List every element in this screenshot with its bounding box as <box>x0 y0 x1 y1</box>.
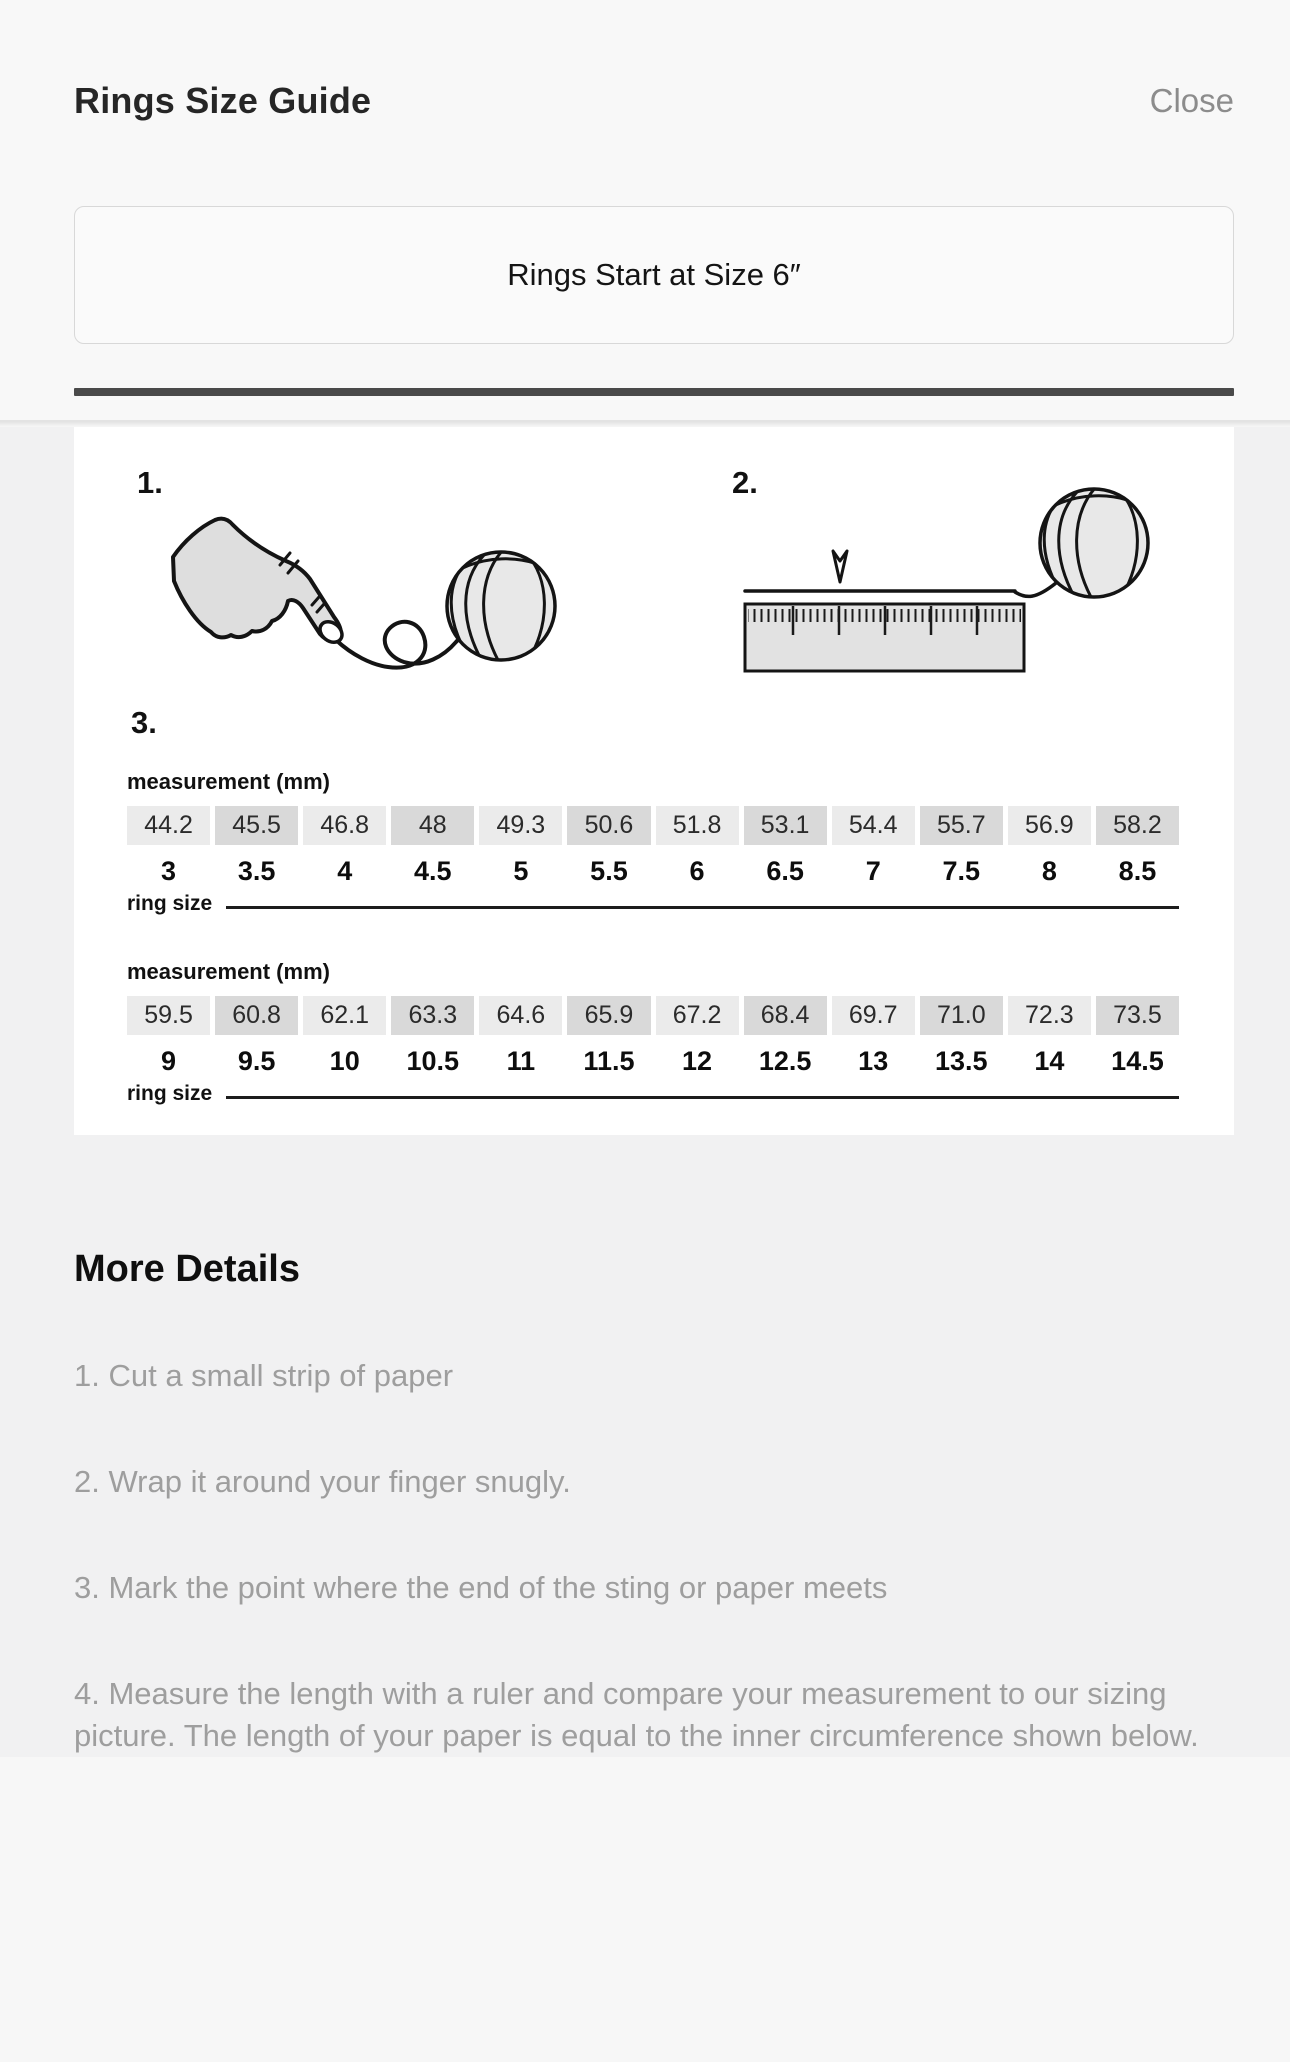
ring-size-value: 6 <box>689 856 705 886</box>
measurement-row-1 <box>127 806 1179 845</box>
ring-size-underline <box>226 1096 1179 1099</box>
measurement-cell: 54.4 <box>832 806 915 845</box>
page-title: Rings Size Guide <box>74 80 372 121</box>
ring-size-value: 4.5 <box>414 856 452 886</box>
measurement-cell: 71.0 <box>920 996 1003 1035</box>
measurement-cell: 49.3 <box>479 806 562 845</box>
size-selector[interactable] <box>74 206 1234 344</box>
ring-size-row-2 <box>127 1045 1179 1077</box>
more-details-section <box>74 1247 1234 1757</box>
ring-size-value: 10.5 <box>406 1046 460 1076</box>
measurement-cell: 64.6 <box>479 996 562 1035</box>
measurement-cell: 60.8 <box>215 996 298 1035</box>
title-row <box>74 78 1234 124</box>
ring-size-value: 4 <box>337 856 353 886</box>
ring-size-value: 9 <box>161 1046 177 1076</box>
sizing-guide-image <box>74 427 1234 1135</box>
modal-content <box>0 427 1290 1757</box>
ring-size-value: 3.5 <box>237 856 276 886</box>
measurement-cell: 69.7 <box>832 996 915 1035</box>
more-details-heading: More Details <box>74 1248 300 1290</box>
measurement-label-2: measurement (mm) <box>127 959 330 984</box>
yarn-ball-icon <box>1035 475 1154 600</box>
ring-size-value: 9.5 <box>237 1046 276 1076</box>
ring-size-label: ring size <box>127 892 213 915</box>
ring-size-value: 12.5 <box>758 1046 812 1076</box>
ring-size-value: 7 <box>865 856 881 886</box>
measurement-cell: 44.2 <box>127 806 210 845</box>
measurement-cell: 56.9 <box>1008 806 1091 845</box>
instruction-step-2: 2. Wrap it around your finger snugly. <box>74 1464 571 1499</box>
ring-size-value: 13.5 <box>935 1046 988 1076</box>
illustration-block <box>74 465 1234 705</box>
measurement-label-1: measurement (mm) <box>127 769 330 794</box>
measurement-cell: 59.5 <box>127 996 210 1035</box>
measurement-cell: 62.1 <box>303 996 386 1035</box>
ring-size-value: 5.5 <box>590 856 628 886</box>
ring-size-value: 6.5 <box>766 856 804 886</box>
ring-size-value: 8 <box>1041 856 1057 886</box>
measurement-cell: 50.6 <box>567 806 650 845</box>
measurement-cell: 46.8 <box>303 806 386 845</box>
measurement-cell: 55.7 <box>920 806 1003 845</box>
modal-header <box>0 0 1290 421</box>
hand-pointing-icon <box>173 519 346 647</box>
instruction-step-1: 1. Cut a small strip of paper <box>74 1358 454 1393</box>
ruler-icon <box>745 604 1024 671</box>
ring-size-value: 7.5 <box>942 856 981 886</box>
measurement-cell: 58.2 <box>1096 806 1179 845</box>
ring-size-value: 11 <box>506 1046 536 1076</box>
ring-size-caption-2 <box>127 1081 1179 1107</box>
measurement-cell: 51.8 <box>656 806 739 845</box>
ring-size-caption-1 <box>127 891 1179 917</box>
ring-size-value: 8.5 <box>1118 856 1157 886</box>
ring-size-value: 10 <box>329 1046 360 1076</box>
measurement-cell: 67.2 <box>656 996 739 1035</box>
paper-strip-line <box>745 583 1056 596</box>
step-2-label: 2. <box>732 465 758 500</box>
ring-size-row-1 <box>127 855 1179 887</box>
step-1-label: 1. <box>137 465 163 500</box>
measurement-cell: 72.3 <box>1008 996 1091 1035</box>
measurement-cell: 65.9 <box>567 996 650 1035</box>
step-3-label: 3. <box>131 705 157 740</box>
ring-size-value: 3 <box>161 856 177 886</box>
ring-size-value: 11.5 <box>583 1046 635 1076</box>
measurement-cell: 45.5 <box>215 806 298 845</box>
measurement-cell: 53.1 <box>744 806 827 845</box>
ring-size-label: ring size <box>127 1082 213 1105</box>
ring-size-value: 12 <box>682 1046 713 1076</box>
measurement-cell: 73.5 <box>1096 996 1179 1035</box>
measurement-row-2 <box>127 996 1179 1035</box>
instruction-step-3: 3. Mark the point where the end of the sting or paper meets <box>74 1570 888 1605</box>
ring-size-value: 5 <box>513 856 529 886</box>
yarn-ball-icon <box>442 538 561 663</box>
section-divider <box>74 388 1234 396</box>
ring-size-value: 14.5 <box>1111 1046 1164 1076</box>
measurement-cell: 63.3 <box>391 996 474 1035</box>
close-button[interactable]: Close <box>1150 78 1234 124</box>
arrow-marker-icon <box>833 551 847 582</box>
instruction-step-4: 4. Measure the length with a ruler and compare your measurement to our sizing picture. The length of your paper is equal to the inner circumference shown below. <box>74 1676 1199 1753</box>
ring-size-value: 14 <box>1034 1046 1065 1076</box>
measurement-cell: 48 <box>391 806 474 845</box>
ring-size-value: 13 <box>858 1046 889 1076</box>
sizing-illustration <box>74 465 1234 705</box>
measurement-cell: 68.4 <box>744 996 827 1035</box>
ring-size-underline <box>226 906 1179 909</box>
size-selector-label: Rings Start at Size 6″ <box>507 257 801 292</box>
